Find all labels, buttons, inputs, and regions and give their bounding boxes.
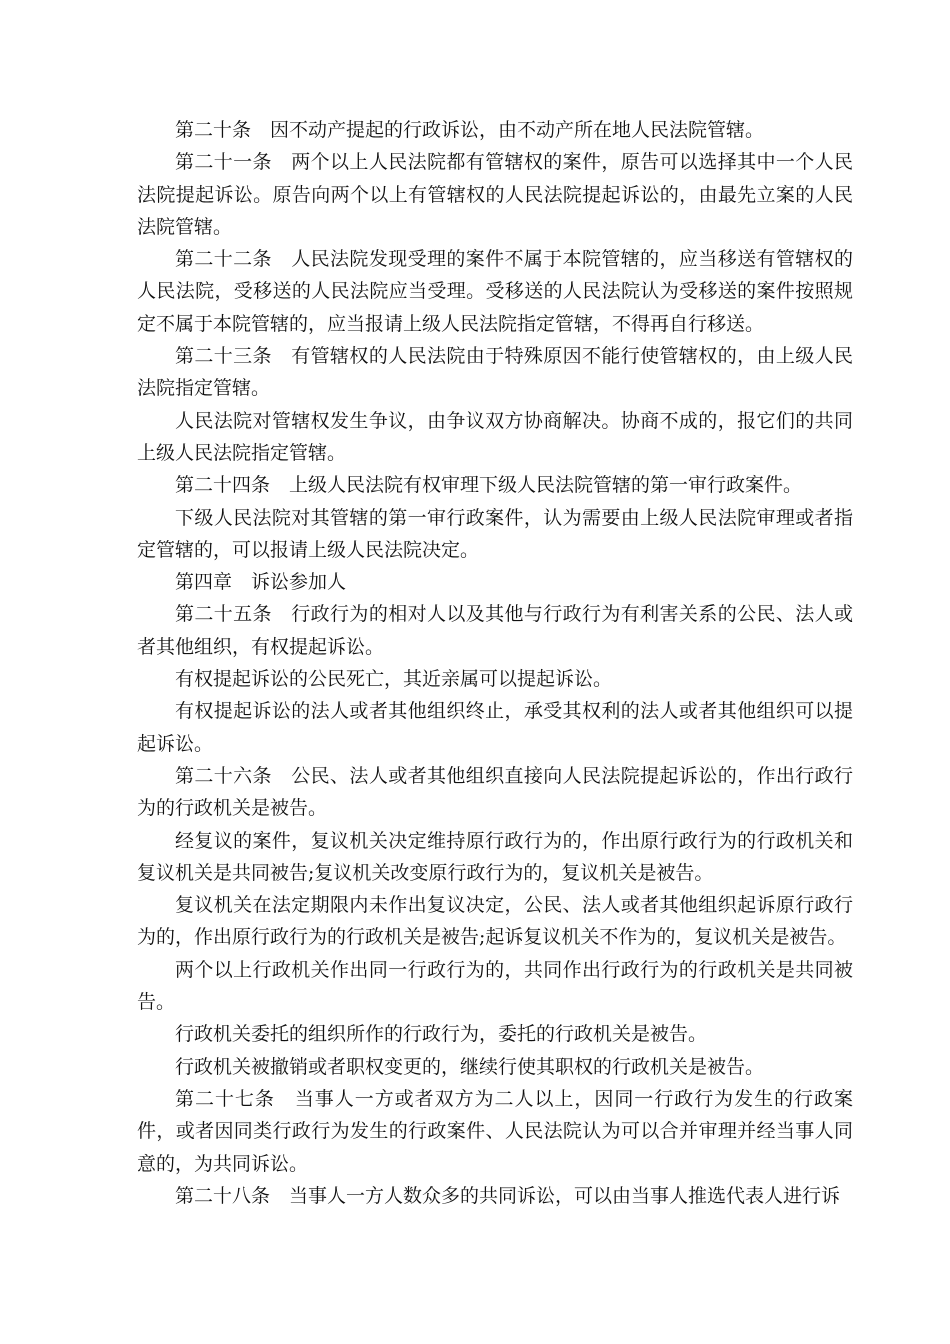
article-26: 第二十六条 公民、法人或者其他组织直接向人民法院提起诉讼的，作出行政行为的行政机关是被告。 [137, 764, 853, 820]
article-24-para-2: 下级人民法院对其管辖的第一审行政案件，认为需要由上级人民法院审理或者指定管辖的，可以报请上级人民法院决定。 [137, 506, 853, 561]
article-23: 第二十三条 有管辖权的人民法院由于特殊原因不能行使管辖权的，由上级人民法院指定管辖。 [137, 345, 853, 400]
article-26-para-4: 两个以上行政机关作出同一行政行为的，共同作出行政行为的行政机关是共同被告。 [137, 958, 853, 1014]
article-25-para-3: 有权提起诉讼的法人或者其他组织终止，承受其权利的法人或者其他组织可以提起诉讼。 [137, 700, 853, 755]
article-27: 第二十七条 当事人一方或者双方为二人以上，因同一行政行为发生的行政案件，或者因同类行政行为发生的行政案件、人民法院认为可以合并审理并经当事人同意的，为共同诉讼。 [137, 1087, 853, 1175]
article-25-para-2: 有权提起诉讼的公民死亡，其近亲属可以提起诉讼。 [175, 668, 613, 691]
article-26-para-6: 行政机关被撤销或者职权变更的，继续行使其职权的行政机关是被告。 [175, 1055, 765, 1078]
article-25: 第二十五条 行政行为的相对人以及其他与行政行为有利害关系的公民、法人或者其他组织，有权提起诉讼。 [137, 603, 853, 658]
article-28: 第二十八条 当事人一方人数众多的共同诉讼，可以由当事人推选代表人进行诉 [175, 1184, 841, 1207]
article-20: 第二十条 因不动产提起的行政诉讼，由不动产所在地人民法院管辖。 [175, 119, 765, 141]
document-body [137, 114, 853, 1212]
chapter-heading: 第四章 诉讼参加人 [175, 571, 347, 594]
article-26-para-3: 复议机关在法定期限内未作出复议决定，公民、法人或者其他组织起诉原行政行为的，作出原行政行为的行政机关是被告;起诉复议机关不作为的，复议机关是被告。 [137, 894, 853, 949]
article-21: 第二十一条 两个以上人民法院都有管辖权的案件，原告可以选择其中一个人民法院提起诉讼。原告向两个以上有管辖权的人民法院提起诉讼的，由最先立案的人民法院管辖。 [137, 151, 853, 238]
article-24: 第二十四条 上级人民法院有权审理下级人民法院管辖的第一审行政案件。 [175, 474, 803, 497]
article-26-para-2: 经复议的案件，复议机关决定维持原行政行为的，作出原行政行为的行政机关和复议机关是共同被告;复议机关改变原行政行为的，复议机关是被告。 [137, 829, 853, 884]
article-22: 第二十二条 人民法院发现受理的案件不属于本院管辖的，应当移送有管辖权的人民法院，受移送的人民法院应当受理。受移送的人民法院认为受移送的案件按照规定不属于本院管辖的，应当报请上级人民法院指定管辖，不得再自行移送。 [137, 248, 853, 335]
article-26-para-5: 行政机关委托的组织所作的行政行为，委托的行政机关是被告。 [175, 1023, 708, 1046]
article-23-para-2: 人民法院对管辖权发生争议，由争议双方协商解决。协商不成的，报它们的共同上级人民法院指定管辖。 [137, 409, 853, 464]
